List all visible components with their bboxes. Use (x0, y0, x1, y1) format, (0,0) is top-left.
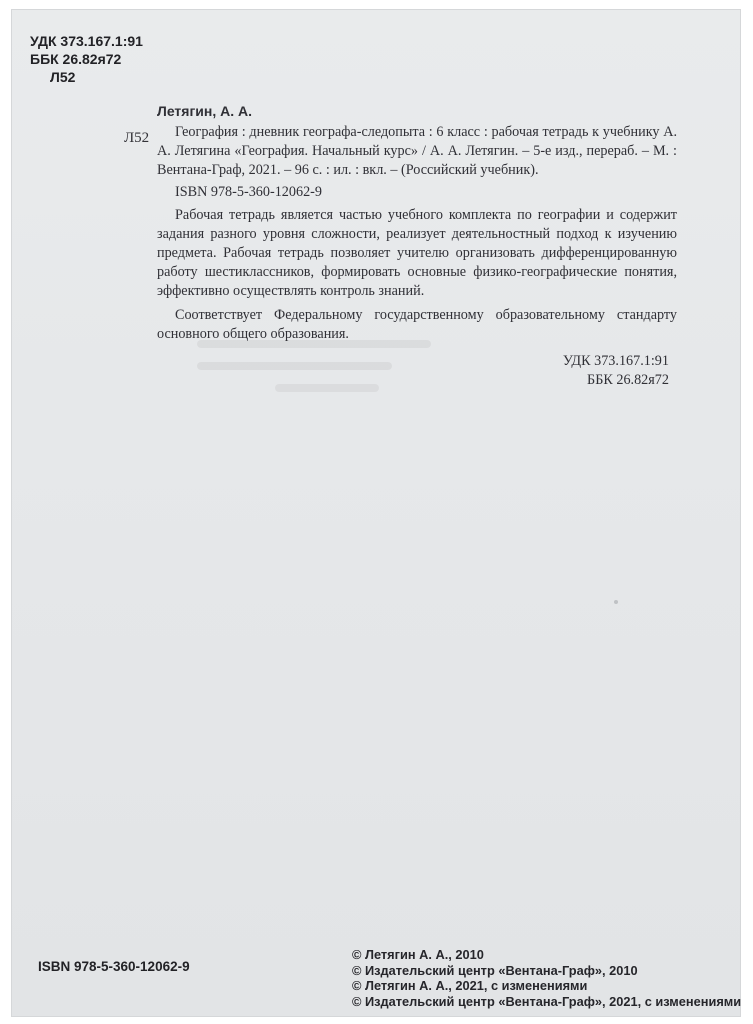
classification-codes-header (30, 32, 143, 86)
annotation-text: Рабочая тетрадь является частью учебного комплекта по географии и содержит задания разного уровня сложности, реализует деятельностный подход к изучению предмета. Рабочая тетрадь позволяет учителю организовать дифференцированную работу шестиклассников, формировать основные физико-географические понятия, эффективно осуществлять контроль знаний. (157, 207, 677, 299)
bibliographic-entry: География : дневник географа-следопыта : 6 класс : рабочая тетрадь к учебнику А. А. Летягина «География. Начальный курс» / А. А. Летягин. – 5-е изд., перераб. – М. : Вентана-Граф, 2021. – 96 с. : ил. : вкл. – (Российский учебник). (157, 124, 677, 178)
card-udc-code: УДК 373.167.1:91 (562, 353, 669, 369)
footer-isbn: ISBN 978-5-360-12062-9 (38, 959, 190, 974)
card-classification-codes (157, 352, 677, 390)
copyright-block (352, 947, 741, 1009)
paper-speck (614, 600, 618, 604)
udc-code: УДК 373.167.1:91 (30, 33, 143, 49)
copyright-line: © Издательский центр «Вентана-Граф», 2010 (352, 962, 638, 978)
card-isbn: ISBN 978-5-360-12062-9 (175, 184, 322, 200)
card-bbc-code: ББК 26.82я72 (587, 372, 669, 388)
bbc-code: ББК 26.82я72 (30, 51, 122, 67)
page-sheet (12, 10, 740, 1016)
author-name: Летягин, А. А. (157, 103, 253, 119)
standard-compliance-text: Соответствует Федеральному государственному образовательному стандарту основного общего образования. (157, 307, 677, 342)
copyright-line: © Летягин А. А., 2010 (352, 947, 484, 962)
copyright-line: © Издательский центр «Вентана-Граф», 2021, с изменениями (352, 993, 742, 1009)
catalog-author-mark: Л52 (124, 130, 150, 146)
copyright-line: © Летягин А. А., 2021, с изменениями (352, 978, 588, 993)
catalog-card (157, 102, 677, 390)
author-mark: Л52 (50, 69, 76, 85)
